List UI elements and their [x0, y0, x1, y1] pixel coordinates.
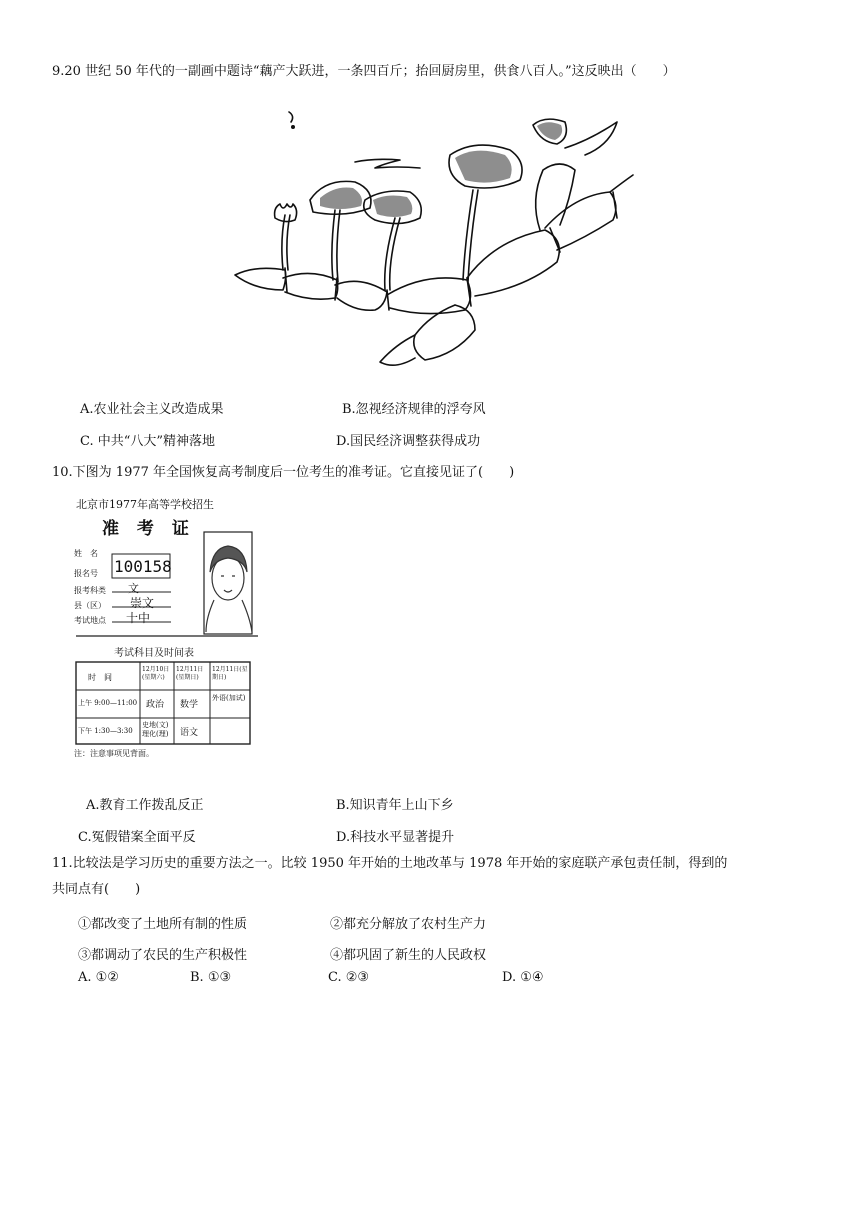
ticket-label-name: 姓 名	[74, 549, 98, 558]
q11-statement-1: ①都改变了土地所有制的性质	[78, 917, 248, 932]
ticket-value-district: 崇文	[130, 596, 155, 610]
q9-option-c[interactable]: C. 中共“八大”精神落地	[80, 434, 216, 449]
ticket-row2-c1: 史地(文)理化(理)	[142, 721, 169, 738]
q10-option-c[interactable]: C.冤假错案全面平反	[78, 830, 196, 845]
admission-ticket-image	[66, 490, 266, 765]
ticket-col-day3: 12月11日(星期日)	[212, 666, 248, 681]
ticket-header: 北京市1977年高等学校招生	[76, 498, 214, 511]
q11-stem-line2: 共同点有( )	[52, 882, 141, 897]
q11-statement-3: ③都调动了农民的生产积极性	[78, 948, 248, 963]
q9-option-d[interactable]: D.国民经济调整获得成功	[336, 434, 481, 449]
ticket-row1-c1: 政治	[146, 700, 165, 710]
q10-option-b[interactable]: B.知识青年上山下乡	[336, 798, 454, 813]
q9-option-a[interactable]: A.农业社会主义改造成果	[80, 402, 224, 417]
q10-option-a[interactable]: A.教育工作拨乱反正	[86, 798, 204, 813]
q11-stem-line1: 11.比较法是学习历史的重要方法之一。比较 1950 年开始的土地改革与 1978 年开始的家庭联产承包责任制，得到的	[52, 856, 728, 871]
q11-option-b[interactable]: B. ①③	[190, 970, 232, 985]
ticket-col-time: 时 间	[88, 673, 112, 682]
q11-statement-4: ④都巩固了新生的人民政权	[330, 948, 487, 963]
ticket-row2-c2: 语文	[180, 728, 199, 738]
q11-option-c[interactable]: C. ②③	[328, 970, 370, 985]
ticket-row2-time: 下午 1:30—3:30	[78, 727, 133, 735]
ticket-col-day1: 12月10日(星期六)	[142, 666, 170, 681]
ticket-number: 100158	[114, 557, 172, 576]
q9-option-b[interactable]: B.忽视经济规律的浮夸风	[342, 402, 486, 417]
ticket-value-category: 文	[128, 582, 139, 595]
ticket-row1-c2: 数学	[180, 700, 199, 710]
q11-option-d[interactable]: D. ①④	[502, 970, 544, 985]
ticket-title: 准 考 证	[102, 519, 195, 539]
ticket-col-day2: 12月11日(星期日)	[176, 666, 204, 681]
ticket-label-location: 考试地点	[74, 616, 106, 625]
ticket-label-regno: 报名号	[74, 569, 98, 578]
q10-stem: 10.下图为 1977 年全国恢复高考制度后一位考生的准考证。它直接见证了( )	[52, 465, 515, 480]
ticket-row1-c3: 外语(加试)	[212, 694, 246, 702]
q11-statement-2: ②都充分解放了农村生产力	[330, 917, 487, 932]
q10-option-d[interactable]: D.科技水平显著提升	[336, 830, 455, 845]
ticket-label-district: 县（区）	[74, 601, 106, 610]
lotus-root-illustration	[225, 100, 645, 375]
ticket-label-category: 报考科类	[74, 586, 106, 595]
ticket-value-location: 十中	[126, 611, 151, 625]
ticket-note: 注：注意事项见背面。	[74, 749, 154, 758]
q11-option-a[interactable]: A. ①②	[78, 970, 119, 985]
ticket-row1-time: 上午 9:00—11:00	[78, 699, 138, 707]
ticket-schedule-title: 考试科目及时间表	[114, 648, 194, 659]
q9-stem: 9.20 世纪 50 年代的一副画中题诗“藕产大跃进，一条四百斤；抬回厨房里，供食八百人。”这反映出（ ）	[52, 64, 676, 79]
